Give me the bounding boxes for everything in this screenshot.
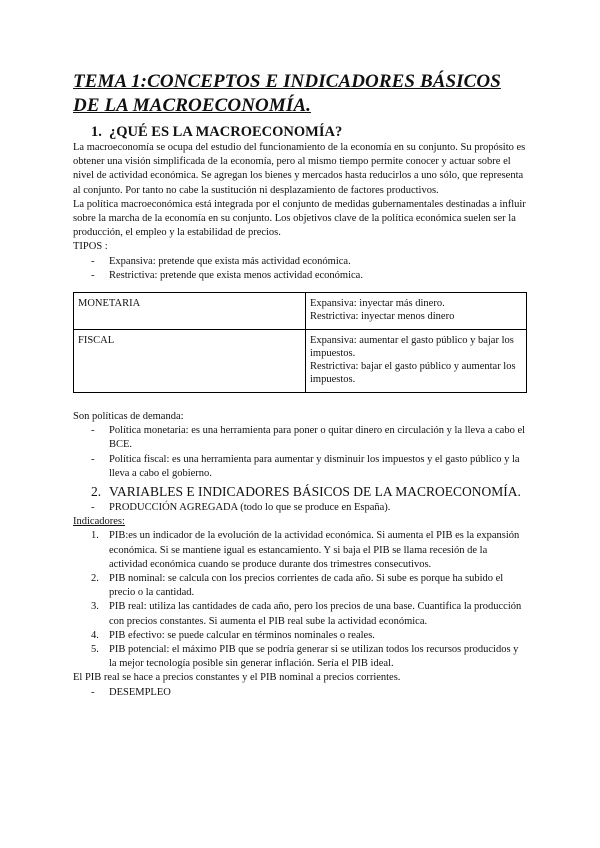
table-cell: MONETARIA	[74, 293, 306, 330]
section-title: VARIABLES E INDICADORES BÁSICOS DE LA MACROECONOMÍA.	[109, 484, 521, 500]
paragraph: La política macroeconómica está integrada por el conjunto de medidas gubernamentales destinadas a influir sobre la marcha de la economía en su conjunto. Los objetivos clave de la política económica suelen ser la producción, el empleo y la estabilidad de precios.	[73, 198, 526, 239]
indicadores-label: Indicadores:	[73, 516, 125, 528]
closing-paragraph: El PIB real se hace a precios constantes y el PIB nominal a precios corrientes.	[73, 672, 401, 684]
tipos-label: TIPOS :	[73, 241, 108, 253]
title-line-1: TEMA 1:CONCEPTOS E INDICADORES BÁSICOS	[73, 71, 501, 92]
dash-marker: -	[91, 255, 95, 267]
section-number: 1.	[91, 124, 102, 140]
list-item: - PRODUCCIÓN AGREGADA (todo lo que se produce en España).	[73, 501, 528, 515]
table-row	[74, 330, 527, 393]
table-cell: FISCAL	[74, 330, 306, 393]
table-cell: Expansiva: aumentar el gasto público y bajar los impuestos. Restrictiva: bajar el gasto público y aumentar los impuestos.	[306, 330, 527, 393]
dash-marker: -	[91, 502, 95, 514]
list-item: - DESEMPLEO	[73, 686, 528, 700]
list-item: - Política monetaria: es una herramienta para poner o quitar dinero en circulación y la lleva a cabo el BCE.	[73, 424, 528, 452]
dash-marker: -	[91, 453, 95, 465]
document-title	[73, 70, 528, 118]
document-page	[73, 70, 528, 700]
section-number: 2.	[91, 484, 102, 500]
title-line-2: DE LA MACROECONOMÍA.	[73, 95, 311, 116]
paragraph: La macroeconomía se ocupa del estudio del funcionamiento de la economía en su conjunto. Su propósito es obtener una visión simplificada de la economía, pero al mismo tiempo permite conocer y actuar sobre el nivel de actividad económica. Se agregan los bienes y mercados hasta reducirlos a uno sólo, que representa al conjunto. Por tanto no cabe la sustitución ni desplazamiento de factores productivos.	[73, 142, 526, 196]
table-row	[74, 293, 527, 330]
numbered-item: 4. PIB efectivo: se puede calcular en términos nominales o reales.	[91, 629, 375, 641]
section-title: ¿QUÉ ES LA MACROECONOMÍA?	[109, 124, 343, 140]
table-cell: Expansiva: inyectar más dinero. Restrictiva: inyectar menos dinero	[306, 293, 527, 330]
dash-marker: -	[91, 425, 95, 437]
list-item: - Política fiscal: es una herramienta para aumentar y disminuir los impuestos y el gasto público y la lleva a cabo el gobierno.	[73, 453, 528, 481]
dash-marker: -	[91, 686, 95, 698]
numbered-item: 2. PIB nominal: se calcula con los precios corrientes de cada año. Si sube es porque ha subido el precio o la cantidad.	[91, 573, 504, 599]
numbered-item: 1. PIB:es un indicador de la evolución de la actividad económica. Si aumenta el PIB es la expansión económica. Si se mantiene igual es estancamiento. Y si baja el PIB se llama recesión de la actividad económica cuando se produce durante dos trimestres consecutivos.	[91, 530, 520, 570]
list-item: - Expansiva: pretende que exista más actividad económica.	[73, 255, 528, 269]
dash-marker: -	[91, 269, 95, 281]
numbered-item: 3. PIB real: utiliza las cantidades de cada año, pero los precios de una base. Cuantifica la producción con precios constantes. Si aumenta el PIB real sube la actividad económica.	[91, 601, 522, 627]
demanda-label: Son políticas de demanda:	[73, 411, 184, 423]
section-1-heading	[73, 123, 528, 141]
numbered-item: 5. PIB potencial: el máximo PIB que se podría generar si se utilizan todos los recursos producidos y la mejor tecnología posible sin generar inflación. Sería el PIB ideal.	[91, 644, 519, 670]
list-item: - Restrictiva: pretende que exista menos actividad económica.	[73, 269, 528, 283]
section-2-heading	[73, 483, 528, 501]
policy-table	[73, 292, 527, 393]
